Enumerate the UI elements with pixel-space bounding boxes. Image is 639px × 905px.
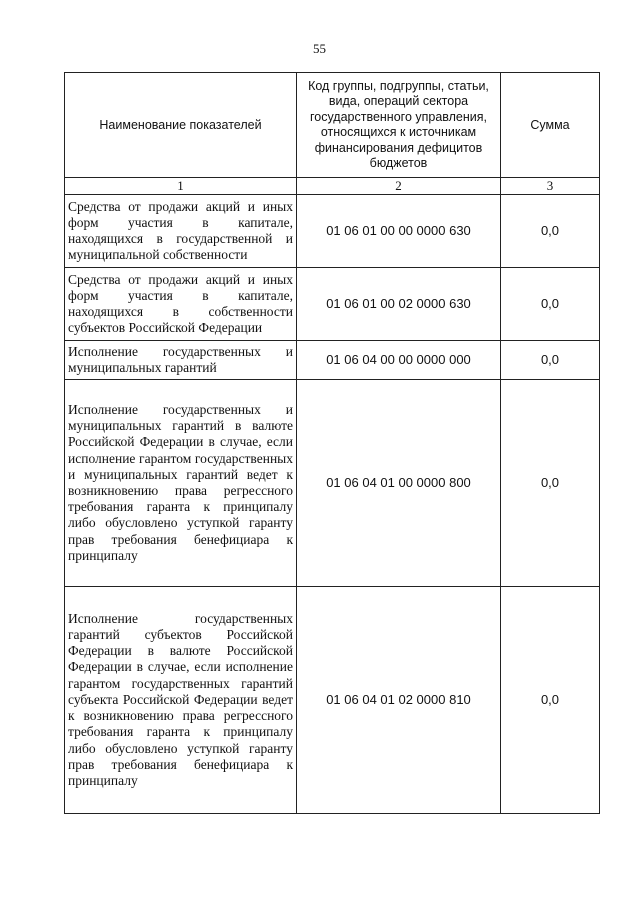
column-number-row bbox=[65, 178, 600, 195]
row-classification-code: 01 06 04 00 00 0000 000 bbox=[297, 341, 501, 380]
row-indicator-name: Исполнение государственных гарантий субъектов Российской Федерации в валюте Российской Федерации в случае, если исполнение гарантом государственных гарантий субъекта Российской Федерации ведет к возникновению права регрессного требования гаранта к принципалу либо обусловлено уступкой гаранту прав требования бенефициара к принципалу bbox=[65, 587, 297, 814]
row-sum: 0,0 bbox=[501, 587, 600, 814]
table-row bbox=[65, 341, 600, 380]
row-classification-code: 01 06 04 01 00 0000 800 bbox=[297, 380, 501, 587]
column-number-2: 2 bbox=[297, 178, 501, 195]
row-indicator-name: Средства от продажи акций и иных форм участия в капитале, находящихся в собственности субъектов Российской Федерации bbox=[65, 268, 297, 341]
row-sum: 0,0 bbox=[501, 380, 600, 587]
table-row bbox=[65, 380, 600, 587]
financing-sources-table bbox=[64, 72, 600, 814]
table-row bbox=[65, 268, 600, 341]
row-classification-code: 01 06 01 00 02 0000 630 bbox=[297, 268, 501, 341]
row-sum: 0,0 bbox=[501, 341, 600, 380]
table-header-row bbox=[65, 73, 600, 178]
column-number-3: 3 bbox=[501, 178, 600, 195]
row-sum: 0,0 bbox=[501, 268, 600, 341]
table-row bbox=[65, 195, 600, 268]
page-number: 55 bbox=[313, 41, 326, 56]
header-indicator-name: Наименование показателей bbox=[65, 73, 297, 178]
table-row bbox=[65, 587, 600, 814]
header-classification-code: Код группы, подгруппы, статьи, вида, операций сектора государственного управления, относящихся к источникам финансирования дефицитов бюджетов bbox=[297, 73, 501, 178]
row-classification-code: 01 06 01 00 00 0000 630 bbox=[297, 195, 501, 268]
row-classification-code: 01 06 04 01 02 0000 810 bbox=[297, 587, 501, 814]
row-indicator-name: Средства от продажи акций и иных форм участия в капитале, находящихся в государственной и муниципальной собственности bbox=[65, 195, 297, 268]
row-sum: 0,0 bbox=[501, 195, 600, 268]
column-number-1: 1 bbox=[65, 178, 297, 195]
row-indicator-name: Исполнение государственных и муниципальных гарантий bbox=[65, 341, 297, 380]
row-indicator-name: Исполнение государственных и муниципальных гарантий в валюте Российской Федерации в случае, если исполнение гарантом государственных и муниципальных гарантий ведет к возникновению права регрессного требования гаранта к принципалу либо обусловлено уступкой гаранту прав требования бенефициара к принципалу bbox=[65, 380, 297, 587]
header-sum: Сумма bbox=[501, 73, 600, 178]
